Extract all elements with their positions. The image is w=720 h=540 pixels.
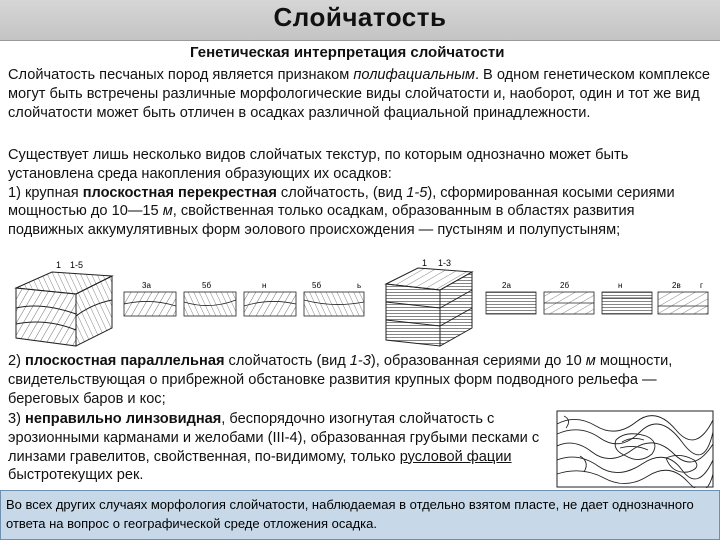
text: ), образованная сериями до 10 [370,353,586,369]
italic-term: 1-5 [406,184,428,201]
fig1-label-2: 1-5 [70,260,84,270]
footer-note [0,490,720,540]
fig2-label-7: г [700,281,703,290]
paragraph-parallel-bedding [8,352,714,408]
fig2-label-4: 2б [560,281,570,290]
text: 1) крупная [8,184,83,201]
text: мощности, свидетельствующая о прибрежной обстановке развития крупных форм подводного рельефа — береговых баров и кос; [8,353,673,407]
paragraph-cross-bedding [8,146,714,240]
page-title: Слойчатость [273,2,447,32]
fig1-label-7: ь [357,281,362,290]
title-bar [0,0,720,41]
text: . В одном генетическом комплексе могут быть встречены различные морфологические виды слойчатости и, наоборот, один и тот же вид слойчатости может быть отличен в осадках различной фациальной принадлежности. [8,67,711,121]
italic-term: 1-3 [349,353,371,369]
parallel-bedding-figure [382,258,712,348]
text: слойчатость, (вид [276,184,407,201]
fig1-label-4: 5б [202,281,212,290]
fig1-label-3: 3а [142,281,151,290]
text: , беспорядочно изогнутая слойчатость с эрозионными карманами и желобами (III-4), образованная грубыми песками с линзами гравелитов, свойственная, по-видимому, только [8,411,540,465]
italic-term: полифациальным [353,67,475,83]
cross-bedding-figure [12,258,372,348]
bold-term: неправильно линзовидная [25,411,222,427]
fig2-label-1: 1 [422,258,428,268]
underlined-term: русловой фации [399,448,512,465]
italic-unit: м [585,353,596,369]
fig1-label-1: 1 [56,260,62,270]
paragraph-polyfacial [8,66,714,122]
bold-term: плоскостная перекрестная [82,184,277,201]
text: слойчатость (вид [224,353,350,369]
fig2-label-5: н [618,281,623,290]
bold-term: плоскостная параллельная [25,353,225,369]
fig2-label-6: 2в [672,281,681,290]
text: Существует лишь несколько видов слойчатых текстур, по которым однозначно может быть установлена среда накопления образующих их осадков: [8,147,629,182]
text: , свойственная только осадкам, образованным в областях развития подвижных аккумулятивных форм эолового происхождения — пустыням и полупустыням; [8,203,635,239]
footer-text: Во всех других случаях морфология слойчатости, наблюдаемая в отдельно взятом пласте, не дает однозначного ответа на вопрос о географической среде отложения осадка. [6,497,694,531]
paragraph-lenticular-bedding [8,410,558,485]
text: 3) [8,411,26,427]
fig1-label-5: н [262,281,267,290]
lenticular-bedding-figure [556,410,714,488]
text: Слойчатость песчаных пород является признаком [8,67,354,83]
text: ), сформированная косыми сериями мощностью до 10—15 [8,184,675,220]
fig2-label-2: 1-3 [438,258,452,268]
fig1-label-6: 5б [312,281,322,290]
italic-unit: м [162,203,173,220]
fig2-label-3: 2а [502,281,511,290]
text: быстротекущих рек. [8,467,144,484]
subtitle: Генетическая интерпретация слойчатости [190,44,505,61]
text: 2) [8,353,26,369]
